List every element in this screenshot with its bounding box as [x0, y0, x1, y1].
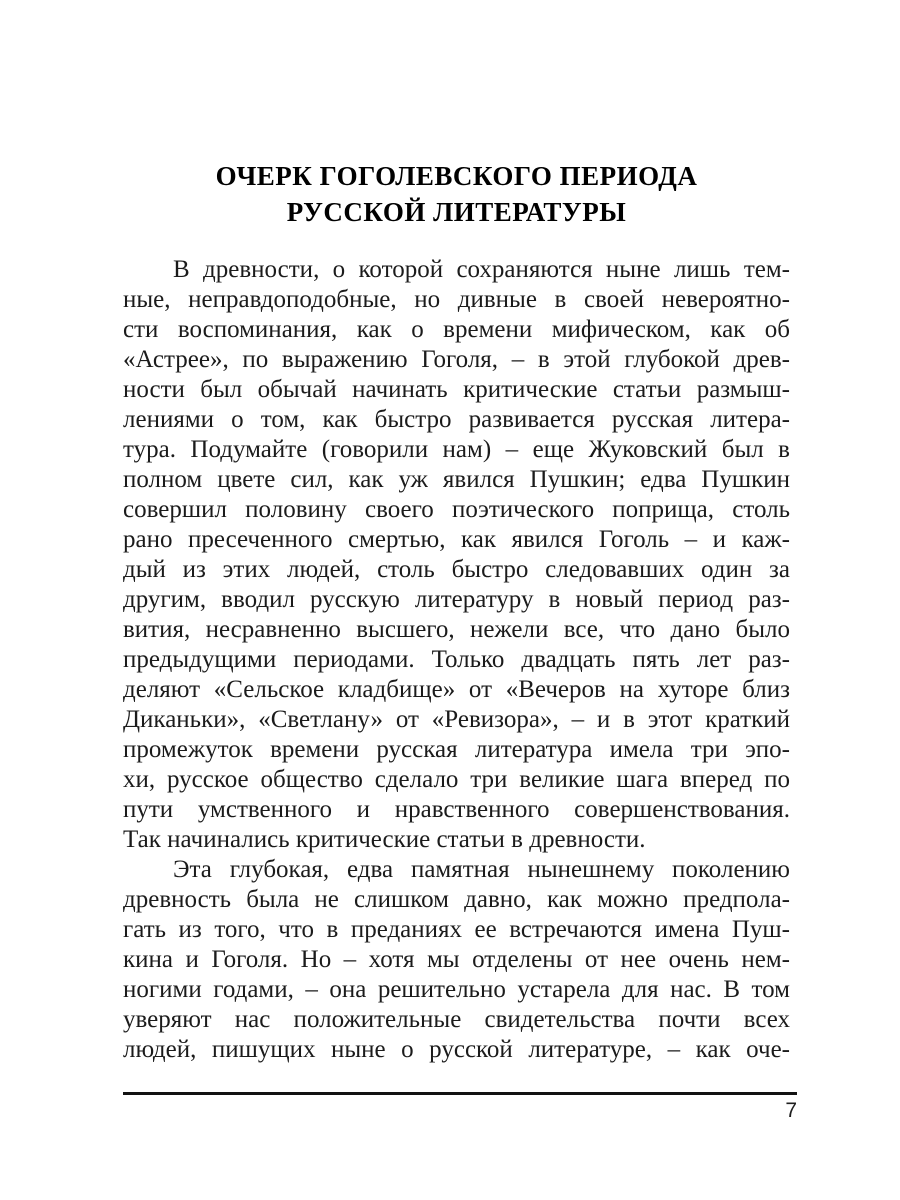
text-line: лениями о том, как быстро развивается русская литера-	[123, 406, 790, 433]
text-line: кина и Гоголя. Но – хотя мы отделены от нее очень нем-	[123, 946, 790, 973]
text-line: деляют «Сельское кладбище» от «Вечеров на хуторе близ	[123, 676, 790, 703]
text-line: Диканьки», «Светлану» от «Ревизора», – и в этот краткий	[123, 706, 790, 733]
text-line: Эта глубокая, едва памятная нынешнему поколению	[173, 856, 790, 883]
text-line: хи, русское общество сделало три великие шага вперед по	[123, 766, 790, 793]
body-text	[123, 255, 790, 1065]
text-line: сти воспоминания, как о времени мифическом, как об	[123, 316, 790, 343]
text-line: В древности, о которой сохраняются ныне лишь тем-	[173, 256, 790, 283]
text-line: ногими годами, – она решительно устарела для нас. В том	[123, 976, 790, 1003]
text-line: дый из этих людей, столь быстро следовавших один за	[123, 556, 790, 583]
text-line: уверяют нас положительные свидетельства почти всех	[123, 1006, 790, 1033]
text-line: древность была не слишком давно, как можно предпола-	[123, 886, 790, 913]
text-line: вития, несравненно высшего, нежели все, что дано было	[123, 616, 790, 643]
text-line: «Астрее», по выражению Гоголя, – в этой глубокой древ-	[123, 346, 790, 373]
text-line: полном цвете сил, как уж явился Пушкин; едва Пушкин	[123, 466, 790, 493]
title-line-1: ОЧЕРК ГОГОЛЕВСКОГО ПЕРИОДА	[215, 161, 698, 191]
text-line: людей, пишущих ныне о русской литературе, – как оче-	[123, 1036, 790, 1063]
text-line: ности был обычай начинать критические статьи размыш-	[123, 376, 790, 403]
text-line: другим, вводил русскую литературу в новый период раз-	[123, 586, 790, 613]
page-title	[123, 158, 790, 230]
page-number: 7	[785, 1099, 797, 1122]
text-line: ные, неправдоподобные, но дивные в своей невероятно-	[123, 286, 790, 313]
text-line: тура. Подумайте (говорили нам) – еще Жуковский был в	[123, 436, 790, 463]
text-line: гать из того, что в преданиях ее встречаются имена Пуш-	[123, 916, 790, 943]
text-line: совершил половину своего поэтического поприща, столь	[123, 496, 790, 523]
text-line: пути умственного и нравственного совершенствования.	[123, 796, 790, 823]
text-line: промежуток времени русская литература имела три эпо-	[123, 736, 790, 763]
footer-rule	[123, 1092, 797, 1095]
text-line: Так начинались критические статьи в древности.	[123, 826, 646, 853]
text-line: предыдущими периодами. Только двадцать пять лет раз-	[123, 646, 790, 673]
text-line: рано пресеченного смертью, как явился Гоголь – и каж-	[123, 526, 790, 553]
title-line-2: РУССКОЙ ЛИТЕРАТУРЫ	[286, 197, 627, 227]
